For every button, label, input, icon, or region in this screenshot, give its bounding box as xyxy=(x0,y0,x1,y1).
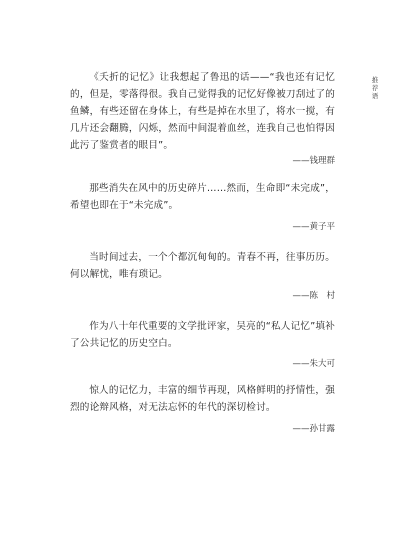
recommendation-side-label: 推荐语 xyxy=(371,76,379,100)
quote-text: 《夭折的记忆》让我想起了鲁迅的话——“我也还有记忆的，但是，零落得很。我自己觉得我的记忆好像被刀刮过了的鱼鳞，有些还留在身体上，有些是掉在水里了，将水一搅，有几片还会翻腾，闪烁，然而中间混着血丝，连我自己也怕得因此污了鉴赏者的眼目”。 xyxy=(70,72,335,151)
quote-author: ——朱大可 xyxy=(292,359,335,369)
quote-author: ——陈 村 xyxy=(292,291,335,301)
quote-text: 那些消失在风中的历史碎片……然而，生命即“未完成”，希望也即在于“未完成”。 xyxy=(70,183,335,211)
quote-block xyxy=(70,249,335,301)
quote-text: 作为八十年代重要的文学批评家，吴亮的“私人记忆”填补了公共记忆的历史空白。 xyxy=(70,321,335,349)
quote-block xyxy=(70,382,335,434)
quote-author: ——孙甘露 xyxy=(292,424,335,434)
quote-block xyxy=(70,69,335,166)
quote-author: ——钱理群 xyxy=(292,156,335,166)
quote-text: 惊人的记忆力，丰富的细节再现，风格鲜明的抒情性，强烈的论辩风格，对无法忘怀的年代的深切检讨。 xyxy=(70,385,335,413)
quote-block xyxy=(70,318,335,369)
quote-block xyxy=(70,180,335,232)
quote-author: ——黄子平 xyxy=(292,222,335,232)
quote-text: 当时间过去，一个个都沉甸甸的。青春不再，往事历历。何以解忧，唯有琐记。 xyxy=(70,252,335,280)
